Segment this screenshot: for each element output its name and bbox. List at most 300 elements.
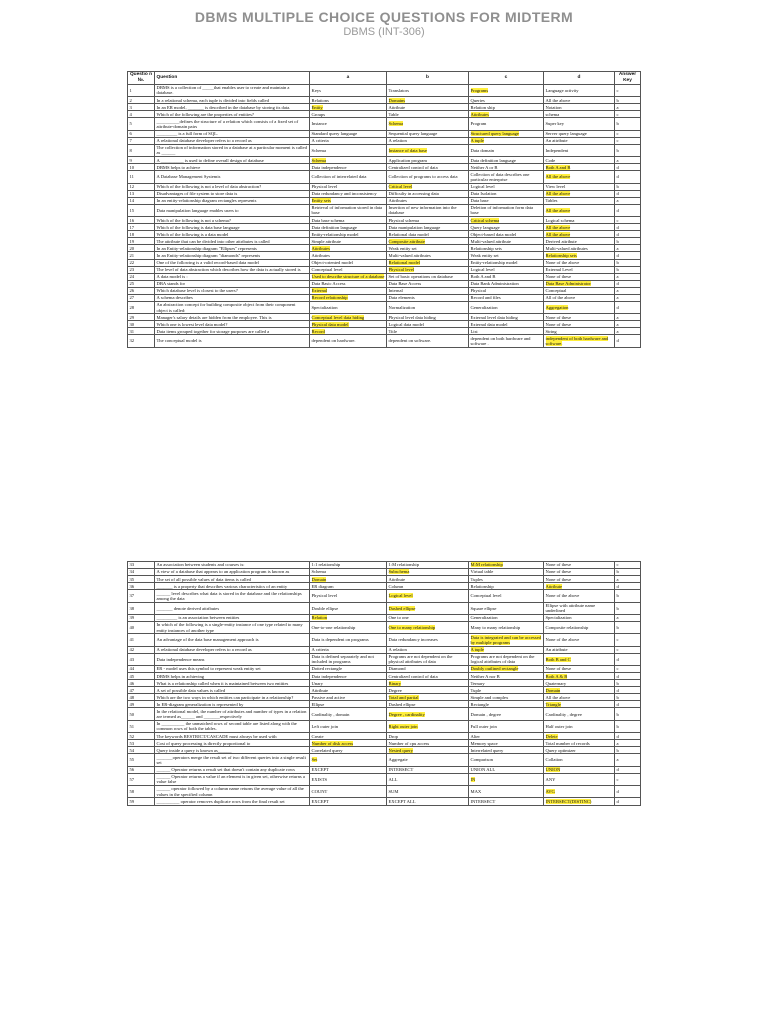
option-a: Used to describe structure of a database — [311, 274, 385, 280]
question-text-cell — [155, 708, 310, 720]
table-row — [128, 576, 641, 583]
option-a-cell — [310, 287, 387, 294]
option-c-cell — [469, 576, 544, 583]
option-a-cell — [310, 622, 387, 634]
option-a-cell — [310, 273, 387, 280]
option-c: Queries — [470, 97, 485, 103]
option-a: Dotted rectangle — [311, 666, 342, 672]
option-b: Subschema — [388, 569, 410, 575]
option-c: Neither A or B — [470, 164, 498, 170]
question-number: 6 — [129, 131, 132, 137]
option-a: Entity sets — [311, 198, 331, 204]
option-a-cell — [310, 634, 387, 646]
question-text: The attribute that can be divided into other attributes is called — [156, 238, 270, 244]
option-c-cell — [469, 694, 544, 701]
question-number-cell — [128, 190, 155, 197]
question-text-cell — [155, 622, 310, 634]
answer-key: d — [616, 338, 619, 344]
option-d: Notation — [545, 104, 562, 110]
question-number-cell — [128, 137, 155, 144]
question-text-cell — [155, 720, 310, 732]
option-d-cell — [544, 245, 615, 252]
header-option-d: d — [544, 72, 615, 85]
option-d: All the above — [545, 231, 571, 237]
option-d-cell — [544, 720, 615, 732]
question-text: Manager's salary details are hidden from the employee. This is — [156, 314, 272, 320]
answer-key: b — [616, 121, 619, 127]
option-c-cell — [469, 720, 544, 732]
option-d-cell — [544, 680, 615, 687]
answer-key: c — [616, 666, 619, 672]
option-b-cell — [387, 224, 469, 231]
option-a-cell — [310, 562, 387, 569]
option-b: Physical level data hiding — [388, 314, 436, 320]
header-answer-key: Answer Key — [615, 72, 641, 85]
option-d-cell — [544, 190, 615, 197]
header-question: Question — [155, 72, 310, 85]
option-b-cell — [387, 747, 469, 754]
question-text: _________ is an association between entities — [156, 615, 240, 621]
option-c: Deletion of information form data base — [470, 205, 534, 216]
table-row — [128, 171, 641, 183]
answer-key-cell — [615, 118, 641, 130]
option-d: All the above — [545, 694, 571, 700]
answer-key: a — [616, 198, 619, 204]
option-b-cell — [387, 687, 469, 694]
option-b: Number of cpu access — [388, 740, 430, 746]
answer-key: b — [616, 259, 619, 265]
option-a-cell — [310, 183, 387, 190]
option-d-cell — [544, 673, 615, 680]
question-text: The collection of information stored in a database at a particular moment is called as ______ — [156, 145, 307, 156]
option-b: Data elements — [388, 295, 415, 301]
option-c-cell — [469, 773, 544, 785]
question-number: 53 — [129, 740, 135, 746]
option-d-cell — [544, 84, 615, 96]
option-d-cell — [544, 687, 615, 694]
option-d: Collation — [545, 757, 563, 763]
option-b: Diamond — [388, 666, 406, 672]
question-number-cell — [128, 217, 155, 224]
option-a-cell — [310, 301, 387, 313]
question-text-cell — [155, 137, 310, 144]
option-a: Standard query language — [311, 131, 358, 137]
question-number-cell — [128, 266, 155, 273]
answer-key-cell — [615, 84, 641, 96]
question-number: 16 — [129, 217, 135, 223]
question-text-cell — [155, 687, 310, 694]
option-a: Set — [311, 757, 318, 763]
option-b: Attribute — [388, 576, 406, 582]
option-b: Degree , cardinality — [388, 711, 425, 717]
option-a: Object-oriented model — [311, 259, 353, 265]
question-text: The conceptual model is — [156, 338, 202, 344]
option-c: IN — [470, 776, 476, 782]
option-d: Logical schema — [545, 217, 575, 223]
answer-key-cell — [615, 673, 641, 680]
option-d: ANY — [545, 776, 556, 782]
option-d: All the above — [545, 191, 571, 197]
option-a: Correlated query — [311, 747, 343, 753]
table-row — [128, 118, 641, 130]
option-c: Domain , degree — [470, 711, 501, 717]
option-d: Cardinality , degree — [545, 711, 582, 717]
option-a-cell — [310, 720, 387, 732]
answer-key-cell — [615, 646, 641, 653]
option-a-cell — [310, 238, 387, 245]
question-text: Which of the following is data base language — [156, 224, 240, 230]
answer-key: b — [616, 625, 619, 631]
question-number-cell — [128, 786, 155, 798]
option-a-cell — [310, 118, 387, 130]
question-text: A view of a database that appears to an application program is known as — [156, 569, 290, 575]
option-b: Logical data model — [388, 321, 424, 327]
header-question-number: Questio n №. — [128, 72, 155, 85]
option-b-cell — [387, 680, 469, 687]
option-b: Domains — [388, 97, 406, 103]
question-number-cell — [128, 130, 155, 137]
table-row — [128, 754, 641, 766]
option-a-cell — [310, 157, 387, 164]
option-c-cell — [469, 687, 544, 694]
table-row — [128, 273, 641, 280]
answer-key: a — [616, 328, 619, 334]
option-b: EXCEPT ALL — [388, 798, 416, 804]
option-d: None of the above — [545, 593, 580, 599]
question-number-cell — [128, 224, 155, 231]
answer-key: a — [616, 757, 619, 763]
question-number: 39 — [129, 615, 135, 621]
option-a-cell — [310, 97, 387, 104]
table-row — [128, 183, 641, 190]
question-text: A Database Management Systemis — [156, 174, 221, 180]
question-number-cell — [128, 569, 155, 576]
question-number: 40 — [129, 625, 135, 631]
option-c: Data is integrated and can be accessed by multiple programs — [470, 634, 541, 646]
option-c-cell — [469, 118, 544, 130]
option-b: dependent on software. — [388, 338, 432, 344]
option-b-cell — [387, 259, 469, 266]
option-a: Retrieval of information stored in data base — [311, 205, 383, 216]
question-text-cell — [155, 314, 310, 321]
question-number: 51 — [129, 723, 135, 729]
option-b-cell — [387, 137, 469, 144]
question-text-cell — [155, 562, 310, 569]
option-d: None of these — [545, 576, 572, 582]
question-text: _______operators merge the result set of two different queries into a single result set — [156, 754, 306, 766]
table-header-row — [128, 72, 641, 85]
answer-key-cell — [615, 204, 641, 216]
option-c: Generalization — [470, 304, 498, 310]
answer-key-cell — [615, 708, 641, 720]
option-a: Data independence — [311, 673, 347, 679]
question-text-cell — [155, 653, 310, 665]
question-number-cell — [128, 766, 155, 773]
option-b-cell — [387, 614, 469, 621]
option-d-cell — [544, 646, 615, 653]
question-number: 43 — [129, 656, 135, 662]
option-c-cell — [469, 569, 544, 576]
question-number: 33 — [129, 562, 135, 568]
question-number-cell — [128, 773, 155, 785]
option-a: Relation — [311, 615, 328, 621]
option-a-cell — [310, 314, 387, 321]
option-b-cell — [387, 104, 469, 111]
option-b: Centralized control of data — [388, 164, 438, 170]
option-c: Both A and B — [470, 274, 496, 280]
option-c-cell — [469, 111, 544, 118]
answer-key-cell — [615, 614, 641, 621]
option-a: Unary — [311, 680, 323, 686]
question-text: ______ operator followed by a column name returns the average value of all the values in the specified column — [156, 786, 304, 797]
option-b-cell — [387, 733, 469, 740]
table-row — [128, 590, 641, 602]
table-row — [128, 786, 641, 798]
option-b: Schema — [388, 121, 404, 127]
option-b: Aggregate — [388, 757, 408, 763]
question-text: ______ Operator returns a value if an element is in given set, otherwise returns a value false — [156, 774, 305, 785]
option-b-cell — [387, 653, 469, 665]
answer-key: d — [616, 687, 619, 693]
question-text: A relational database developer refers to a record as — [156, 647, 252, 653]
option-b-cell — [387, 231, 469, 238]
option-d-cell — [544, 252, 615, 259]
option-c: Full outer join — [470, 723, 497, 729]
question-text: Which database level is closest to the users? — [156, 288, 238, 294]
option-c: Ternary — [470, 680, 485, 686]
answer-key-cell — [615, 747, 641, 754]
question-number-cell — [128, 335, 155, 347]
option-a: Schema — [311, 157, 327, 163]
option-c-cell — [469, 224, 544, 231]
option-c: Record and files — [470, 295, 501, 301]
option-c: Interrelated query — [470, 747, 504, 753]
table-row — [128, 733, 641, 740]
option-a: Keys — [311, 87, 321, 93]
option-d: An attribute — [545, 647, 568, 653]
table-row — [128, 321, 641, 328]
option-b-cell — [387, 111, 469, 118]
option-a: Data definition language — [311, 224, 357, 230]
option-d: None of these — [545, 569, 572, 575]
option-a: Domain — [311, 576, 327, 582]
option-a: Specialization — [311, 304, 338, 310]
question-number-cell — [128, 183, 155, 190]
question-number: 3 — [129, 104, 132, 110]
option-d: None of these — [545, 274, 572, 280]
option-a-cell — [310, 197, 387, 204]
option-d-cell — [544, 754, 615, 766]
answer-key-cell — [615, 786, 641, 798]
option-a-cell — [310, 786, 387, 798]
table-row — [128, 245, 641, 252]
option-b: One to many relationship — [388, 625, 436, 631]
answer-key-cell — [615, 754, 641, 766]
answer-key: d — [616, 656, 619, 662]
answer-key-cell — [615, 335, 641, 347]
option-a: A criteria — [311, 138, 329, 144]
option-d: Independent — [545, 147, 569, 153]
question-text-cell — [155, 680, 310, 687]
question-number: 27 — [129, 295, 135, 301]
option-a-cell — [310, 137, 387, 144]
table-row — [128, 104, 641, 111]
option-b: Table — [388, 111, 399, 117]
option-c: Rectangle — [470, 701, 489, 707]
option-a: Attributes — [311, 252, 330, 258]
option-a-cell — [310, 569, 387, 576]
question-text-cell — [155, 747, 310, 754]
question-number-cell — [128, 646, 155, 653]
question-text-cell — [155, 231, 310, 238]
answer-key-cell — [615, 733, 641, 740]
question-text-cell — [155, 328, 310, 335]
option-b-cell — [387, 754, 469, 766]
answer-key-cell — [615, 280, 641, 287]
option-a-cell — [310, 576, 387, 583]
option-b: Critical level — [388, 184, 413, 190]
table-row — [128, 634, 641, 646]
question-number: 29 — [129, 314, 135, 320]
question-text: In an Entity-relationship diagram "Ellipses" represents — [156, 245, 257, 251]
option-b-cell — [387, 171, 469, 183]
option-d: Relationship sets — [545, 252, 577, 258]
option-b-cell — [387, 562, 469, 569]
question-number: 59 — [129, 798, 135, 804]
mcq-table-part-2 — [127, 561, 641, 806]
option-b-cell — [387, 673, 469, 680]
option-c: Tuple — [470, 687, 482, 693]
answer-key-cell — [615, 171, 641, 183]
table-row — [128, 238, 641, 245]
option-d-cell — [544, 590, 615, 602]
table-row — [128, 646, 641, 653]
answer-key-cell — [615, 104, 641, 111]
option-d: None of these — [545, 321, 572, 327]
answer-key: c — [616, 111, 619, 117]
table-row — [128, 773, 641, 785]
question-text-cell — [155, 183, 310, 190]
option-d: Super key — [545, 121, 564, 127]
option-d-cell — [544, 773, 615, 785]
question-number: 21 — [129, 252, 135, 258]
option-b: Attribute — [388, 104, 406, 110]
question-text-cell — [155, 701, 310, 708]
question-number: 47 — [129, 687, 135, 693]
question-text-cell — [155, 280, 310, 287]
question-number-cell — [128, 197, 155, 204]
option-b-cell — [387, 164, 469, 171]
question-text: _______ is a property that describes various characteristics of an entity — [156, 583, 288, 589]
option-c-cell — [469, 130, 544, 137]
question-number: 54 — [129, 747, 135, 753]
question-number-cell — [128, 157, 155, 164]
table-row — [128, 111, 641, 118]
answer-key: a — [616, 245, 619, 251]
option-b-cell — [387, 204, 469, 216]
header-option-c: c — [469, 72, 544, 85]
option-d: Domain — [545, 687, 561, 693]
question-text: A set of possible data values is called — [156, 687, 226, 693]
answer-key-cell — [615, 680, 641, 687]
option-a-cell — [310, 653, 387, 665]
question-text: In an Entity-relationship diagram "diamonds" represents — [156, 252, 261, 258]
option-a: Data base schema — [311, 217, 345, 223]
question-text: The keywords RESTRICT/CASCADE must always be used with — [156, 733, 277, 739]
option-a: One-to-one relationship — [311, 625, 356, 631]
option-c: Programs are not dependent on the logical attributes of data — [470, 654, 535, 665]
option-c-cell — [469, 287, 544, 294]
answer-key: b — [616, 593, 619, 599]
option-c-cell — [469, 84, 544, 96]
option-d-cell — [544, 111, 615, 118]
question-text-cell — [155, 217, 310, 224]
question-text: An association between students and courses is: — [156, 562, 245, 568]
option-d-cell — [544, 171, 615, 183]
option-a-cell — [310, 646, 387, 653]
option-a: Create — [311, 733, 324, 739]
option-d-cell — [544, 321, 615, 328]
option-a: Cardinality , domain — [311, 711, 350, 717]
answer-key: a — [616, 615, 619, 621]
option-c: Object-based data model — [470, 231, 517, 237]
answer-key: c — [616, 138, 619, 144]
answer-key: a — [616, 740, 619, 746]
question-text: DBA stands for — [156, 281, 186, 287]
option-c: UNION ALL — [470, 767, 496, 773]
table-row — [128, 217, 641, 224]
question-number-cell — [128, 673, 155, 680]
question-text-cell — [155, 634, 310, 646]
option-c: MAX — [470, 789, 482, 795]
option-c: Programs — [470, 87, 489, 93]
question-number-cell — [128, 747, 155, 754]
table-row — [128, 259, 641, 266]
question-text: In which of the following is a single-entity instance of one type related to many entity instances of another type — [156, 622, 303, 633]
option-c: Doubly outlined rectangle — [470, 666, 519, 672]
option-d: Both B and C — [545, 656, 571, 662]
option-a: Record relationship — [311, 295, 348, 301]
option-b: Relational model — [388, 259, 421, 265]
option-c-cell — [469, 708, 544, 720]
answer-key-cell — [615, 266, 641, 273]
answer-key-cell — [615, 590, 641, 602]
option-a-cell — [310, 266, 387, 273]
table-row — [128, 197, 641, 204]
option-d-cell — [544, 634, 615, 646]
option-b-cell — [387, 328, 469, 335]
option-d-cell — [544, 204, 615, 216]
option-c-cell — [469, 634, 544, 646]
table-row — [128, 569, 641, 576]
question-number: 22 — [129, 259, 135, 265]
option-b: Degree — [388, 687, 402, 693]
option-a: External — [311, 288, 328, 294]
question-number-cell — [128, 328, 155, 335]
option-a: Left outer join — [311, 723, 339, 729]
option-b: Translators — [388, 87, 410, 93]
option-a-cell — [310, 798, 387, 805]
question-text: In an entity-relationship diagram rectangles represents — [156, 198, 257, 204]
option-a-cell — [310, 602, 387, 614]
option-a-cell — [310, 245, 387, 252]
answer-key: c — [616, 217, 619, 223]
option-a-cell — [310, 190, 387, 197]
option-d-cell — [544, 118, 615, 130]
option-b-cell — [387, 701, 469, 708]
option-c-cell — [469, 280, 544, 287]
question-text-cell — [155, 287, 310, 294]
